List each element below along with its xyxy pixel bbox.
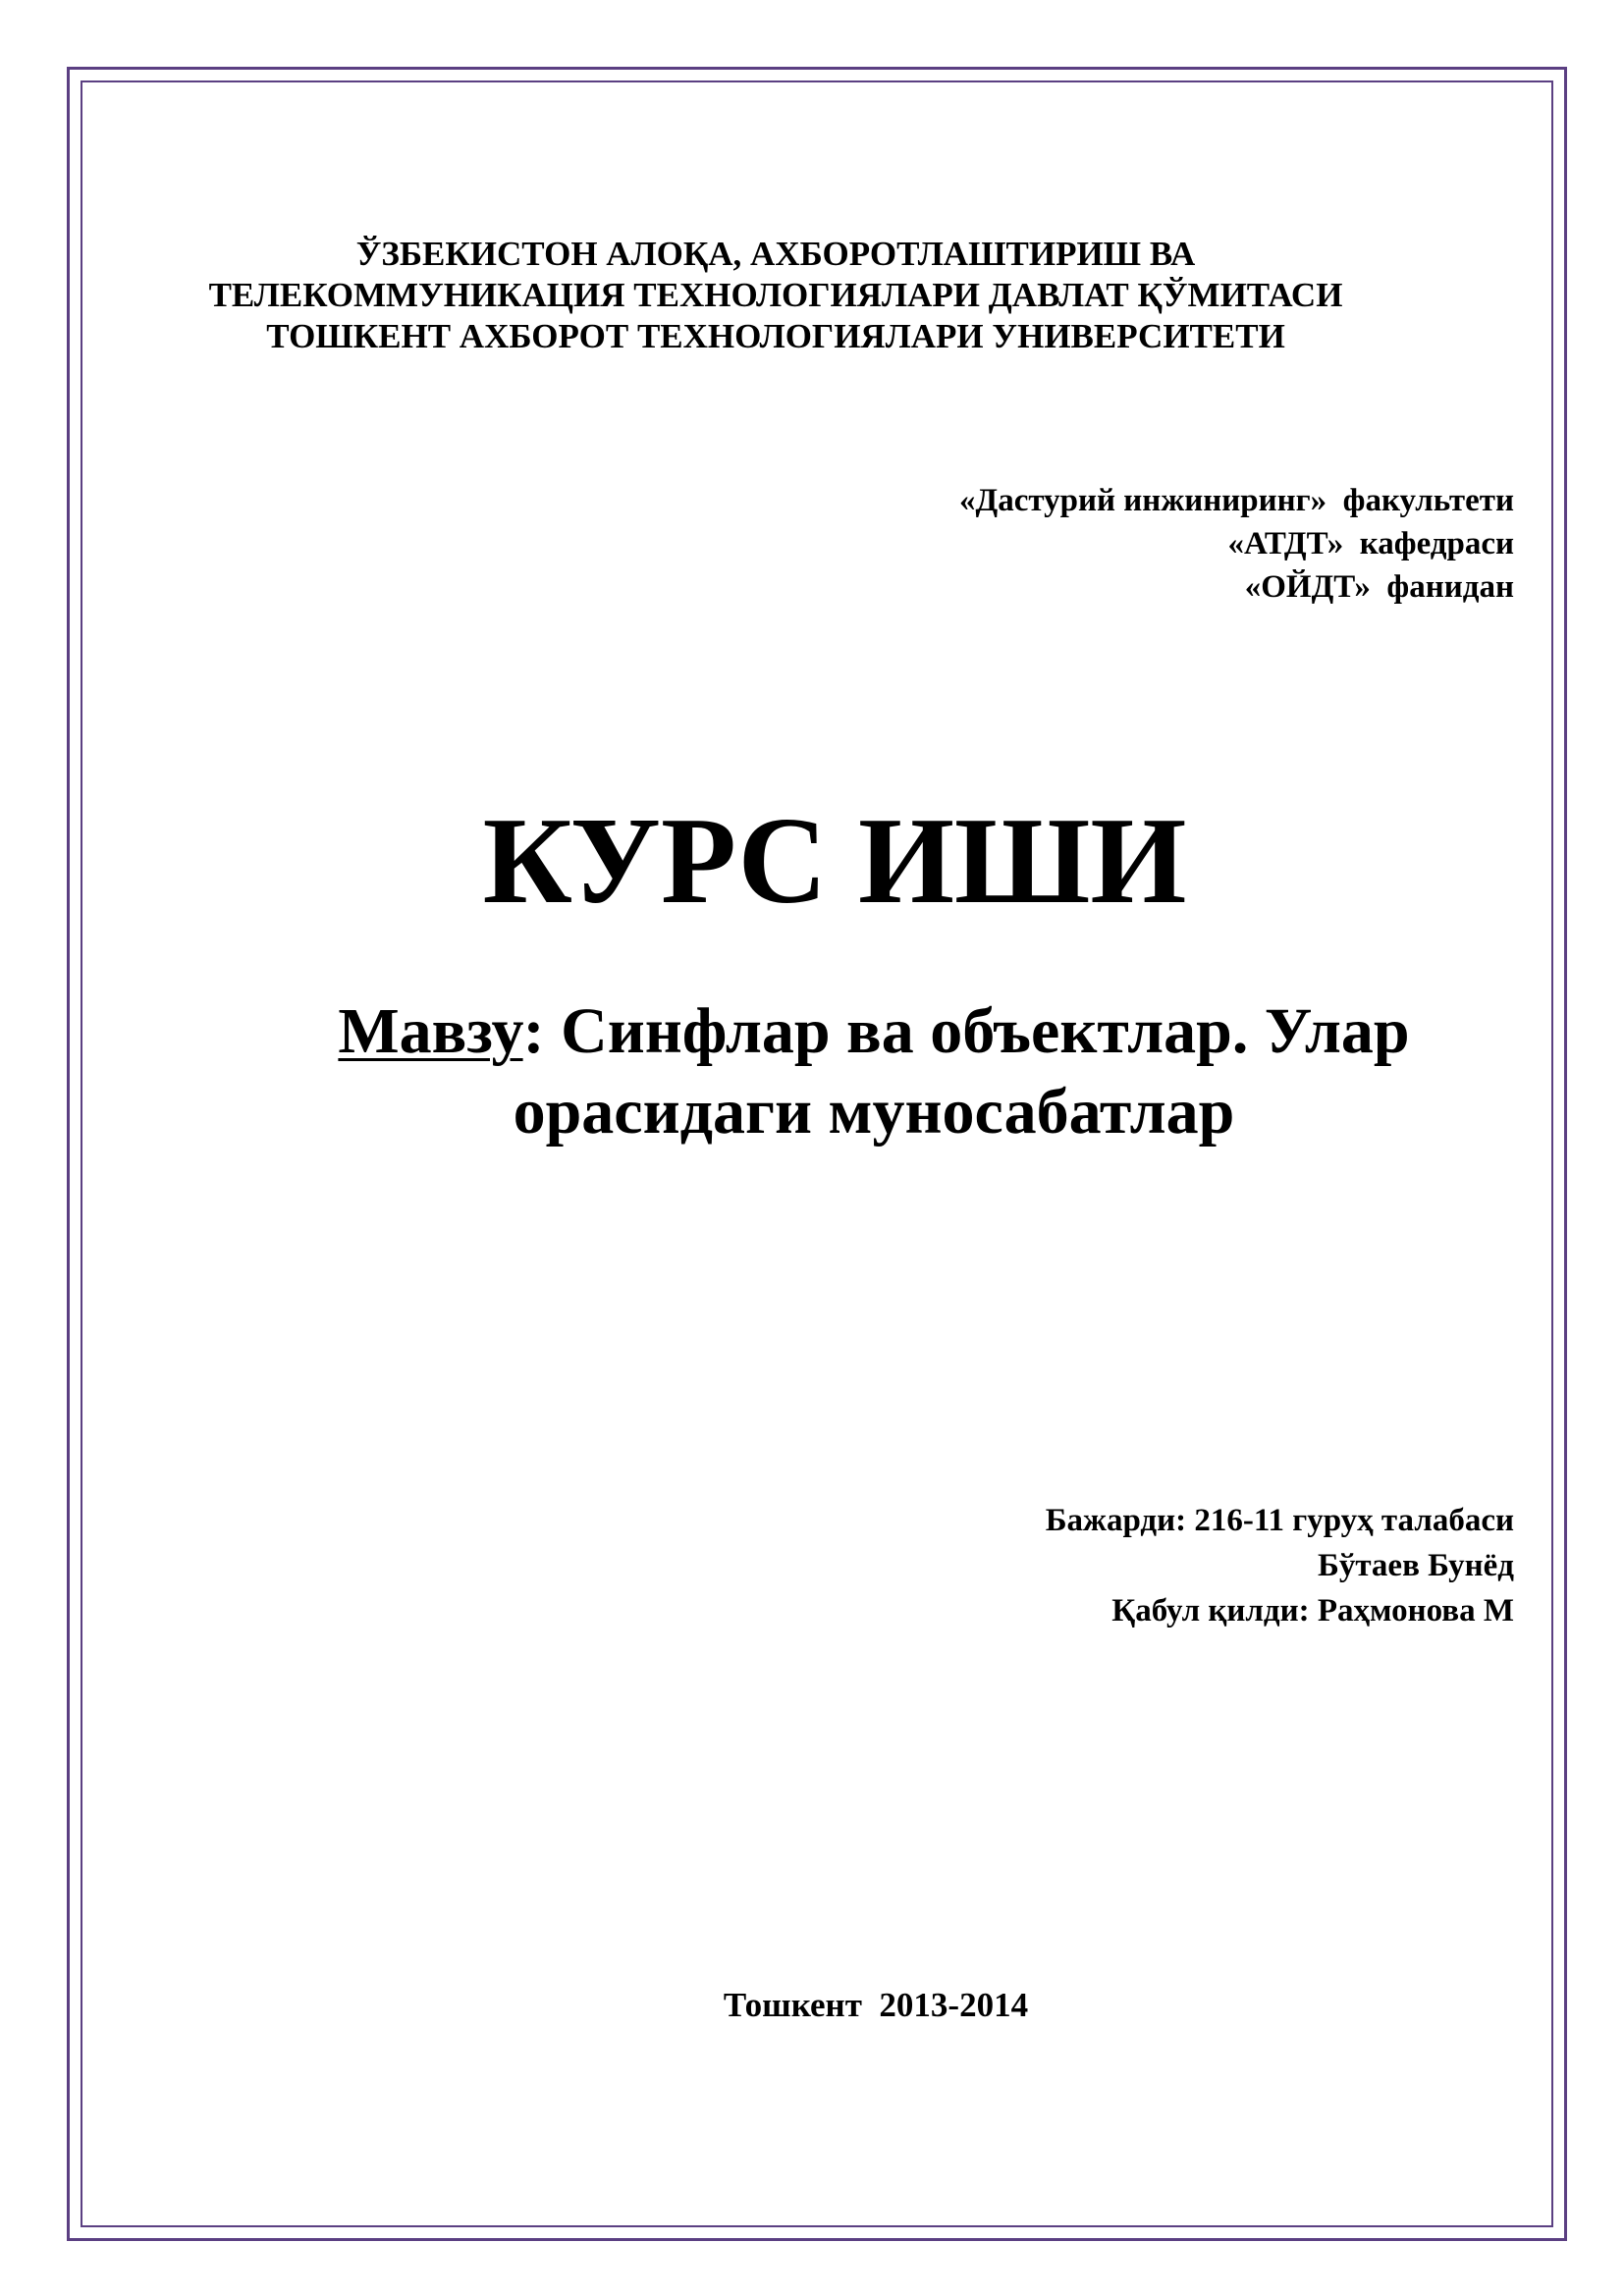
topic-block	[196, 991, 1551, 1152]
document-title: КУРС ИШИ	[482, 793, 1187, 930]
header-line-2: ТЕЛЕКОММУНИКАЦИЯ ТЕХНОЛОГИЯЛАРИ ДАВЛАТ ҚЎМИТАСИ	[208, 276, 1343, 314]
performed-by-line: Бажарди: 216-11 гуруҳ талабаси	[1045, 1503, 1514, 1538]
student-name: Бўтаев Бунёд	[1318, 1548, 1514, 1583]
topic-text-2: орасидаги муносабатлар	[513, 1076, 1235, 1148]
topic-text-1: Синфлар ва объектлар. Улар	[561, 995, 1410, 1067]
author-block	[1046, 1498, 1514, 1633]
accepted-by-line: Қабул қилди: Раҳмонова М	[1111, 1593, 1514, 1629]
topic-line-1	[196, 991, 1551, 1072]
institution-header	[196, 234, 1355, 357]
department-block	[959, 479, 1514, 609]
subject-line: «ОЙДТ» фанидан	[1244, 569, 1514, 605]
header-line-1: ЎЗБЕКИСТОН АЛОҚА, АХБОРОТЛАШТИРИШ ВА	[355, 235, 1196, 273]
topic-separator: :	[522, 995, 562, 1067]
topic-label: Мавзу	[338, 995, 523, 1067]
header-line-3: ТОШКЕНТ АХБОРОТ ТЕХНОЛОГИЯЛАРИ УНИВЕРСИТЕТИ	[266, 317, 1285, 355]
faculty-line: «Дастурий инжиниринг» факультети	[959, 483, 1514, 518]
place-year: Тошкент 2013-2014	[723, 1986, 1029, 2024]
chair-line: «АТДТ» кафедраси	[1227, 526, 1514, 561]
page-border-inner	[81, 80, 1553, 2227]
